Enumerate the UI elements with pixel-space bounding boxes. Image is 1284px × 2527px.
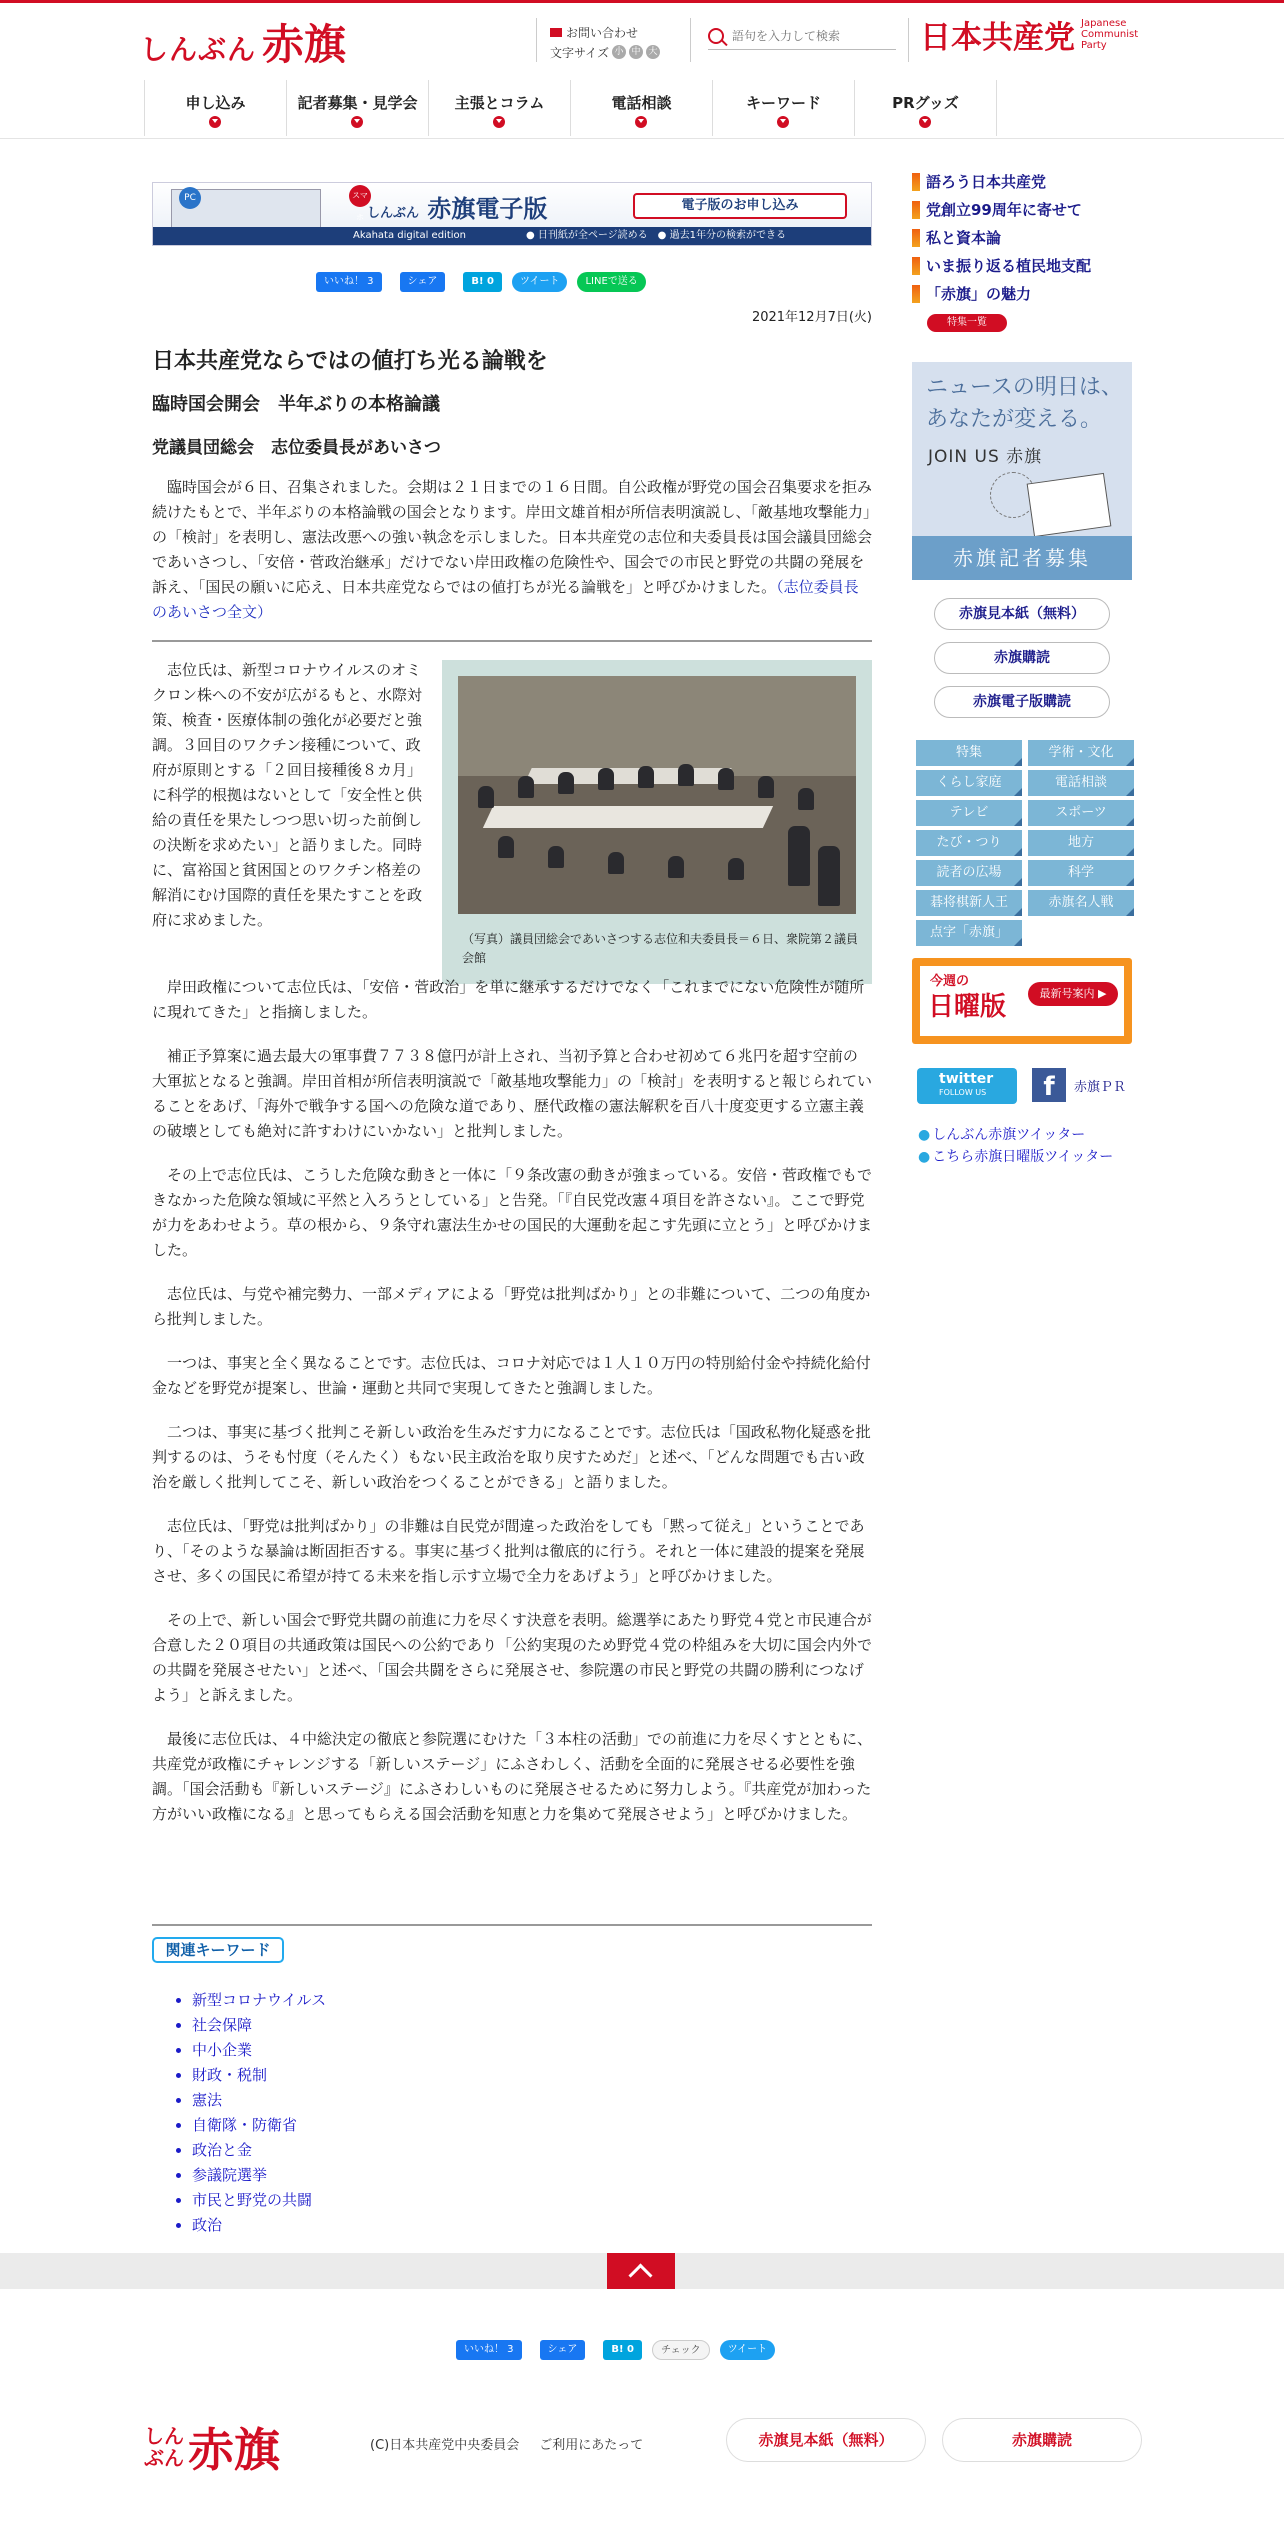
facebook-share-button[interactable]: シェア [540,2340,586,2360]
terms-link[interactable]: ご利用にあたって [539,2438,644,2453]
search-icon[interactable] [708,28,724,44]
banner-apply-button[interactable]: 電子版のお申し込み [633,193,847,219]
related-keywords-label: 関連キーワード [152,1937,284,1963]
newspaper-graphic [1027,473,1112,537]
photo-caption: （写真）議員団総会であいさつする志位和夫委員長＝６日、衆院第２議員会館 [462,932,859,965]
font-size-large-button[interactable]: 大 [646,45,660,59]
category-link[interactable]: 赤旗名人戦 [1028,890,1134,916]
article-paragraph: 志位氏は、与党や補完勢力、一部メディアによる「野党は批判ばかり」との非難について、二つの角度から批判しました。 [152,1285,871,1328]
footer-free-sample-button[interactable]: 赤旗見本紙（無料） [726,2418,926,2462]
chevron-down-icon [493,116,505,128]
sidebar-link[interactable]: いま振り返る植民地支配 [912,252,1091,280]
reporter-recruit-banner[interactable] [912,362,1132,580]
nav-apply[interactable]: 申し込み [145,80,287,136]
back-to-top-button[interactable] [607,2253,675,2289]
article-paragraph: その上で志位氏は、こうした危険な動きと一体に「９条改憲の動きが強まっている。安倍・菅政権でもできなかった危険な領域に平然と入ろうとしている」と告発。「『自民党改憲４項目を許さない』。ここで野党が力をあわせよう。草の根から、９条守れ憲法生かせの国民的大運動を起こす先頭に立とう」と呼びかけました。 [152,1166,873,1259]
category-grid [916,740,1134,946]
mail-icon [550,28,562,37]
facebook-like-button[interactable]: いいね！ 3 [456,2340,522,2360]
hatena-bookmark-button[interactable]: B! 0 [463,272,502,292]
keyword-link[interactable]: • 財政・税制 [192,2063,326,2088]
keyword-link[interactable]: • 憲法 [192,2088,326,2113]
font-size-medium-button[interactable]: 中 [629,45,643,59]
copyright-text: (C)日本共産党中央委員会 [370,2438,520,2453]
facebook-pr-link[interactable]: 赤旗ＰＲ [1074,1080,1127,1095]
article-date: 2021年12月7日(火) [751,310,872,325]
chevron-down-icon [209,116,221,128]
mixi-check-button[interactable]: チェック [652,2340,710,2360]
twitter-link[interactable]: ● しんぶん赤旗ツイッター [918,1124,1113,1146]
article-paragraph: 最後に志位氏は、４中総決定の徹底と参院選にむけた「３本柱の活動」での前進に力を尽くすとともに、共産党が政権にチャレンジする「新しいステージ」にふさわしく、活動を全面的に発展させる必要性を強調。「国会活動も『新しいステージ』にふさわしいものに発展させるために努力しよう。『共産党が加わった方がいい政権になる』と思ってもらえる国会活動を知恵と力を集めて発展させよう」と呼びかけました。 [152,1730,873,1823]
article-body [152,975,872,1846]
nav-recruit[interactable]: 記者募集・見学会 [287,80,429,136]
pc-badge: PC [179,187,201,209]
chevron-down-icon [919,116,931,128]
share-bar-bottom [456,2340,775,2360]
sunday-title: 日曜版 [928,992,1007,1022]
category-link[interactable]: スポーツ [1028,800,1134,826]
facebook-icon[interactable]: f [1032,1068,1066,1102]
tweet-button[interactable]: ツイート [720,2340,776,2360]
search-box [708,22,896,50]
sidebar-link[interactable]: 語ろう日本共産党 [912,168,1091,196]
facebook-like-button[interactable]: いいね！ 3 [316,272,382,292]
sunday-edition-banner[interactable] [912,958,1132,1044]
latest-issue-button[interactable]: 最新号案内 ▶ [1028,982,1118,1006]
sidebar-link[interactable]: 「赤旗」の魅力 [912,280,1091,308]
article-paragraph: 志位氏は、新型コロナウイルスのオミクロン株への不安が広がるもと、水際対策、検査・医療体制の強化が必要だと強調。３回目のワクチン接種について、政府が原則とする「２回目接種後８カ月」に科学的根拠はないとして「安全性と供給の責任を果たしつつ思い切った前倒しの決断を求めたい」と語りました。同時に、富裕国と貧困国とのワクチン格差の解消にむけ国際的責任を果たすことを政府に求めました。 [152,661,423,929]
nav-divider [0,138,1284,139]
article-subtitle-2: 党議員団総会 志位委員長があいさつ [152,438,441,458]
footer-logo[interactable] [144,2414,280,2480]
free-sample-button[interactable]: 赤旗見本紙（無料） [934,598,1110,630]
banner-footer: Akahata digital edition ● 日刊紙が全ページ読める ● 過去1年分の検索ができる [153,227,872,245]
recruit-copy: ニュースの明日は、 あなたが変える。 [926,375,1123,432]
keyword-link[interactable]: • 市民と野党の共闘 [192,2188,326,2213]
tweet-button[interactable]: ツイート [512,272,568,292]
header-divider [690,18,691,62]
share-bar-top [316,272,646,292]
contact-link[interactable]: お問い合わせ [566,25,639,40]
subscribe-button[interactable]: 赤旗購読 [934,642,1110,674]
jcp-logo[interactable] [920,12,1138,57]
keyword-link[interactable]: • 中小企業 [192,2038,326,2063]
category-link[interactable]: テレビ [916,800,1022,826]
sunday-week: 今週の [930,974,970,989]
article-paragraph: 志位氏は、「野党は批判ばかり」の非難は自民党が間違った政治をしても「黙って従え」ということであり、「そのような暴論は断固拒否する。事実に基づく批判は徹底的に行う。それと一体に建設的提案を発展させ、多くの国民に希望が持てる未来を指し示す立場で全力をあげよう」と呼びかけました。 [152,1517,865,1585]
category-link[interactable]: 電話相談 [1028,770,1134,796]
smartphone-badge: スマホ [349,185,371,207]
sidebar-feature-links [912,168,1091,308]
digital-subscribe-button[interactable]: 赤旗電子版購読 [934,686,1110,718]
digital-edition-banner[interactable] [152,182,872,246]
article-paragraph: 一つは、事実と全く異なることです。志位氏は、コロナ対応では１人１０万円の特別給付金や持続化給付金などを野党が提案し、世論・運動と共同で実現してきたと強調しました。 [152,1354,871,1397]
twitter-follow-button[interactable]: twitter FOLLOW US [917,1068,1017,1104]
search-input[interactable] [732,29,882,43]
chevron-down-icon [635,116,647,128]
keyword-link[interactable]: • 政治 [192,2213,326,2238]
footer-logo-small: しんぶん [144,2424,184,2470]
facebook-share-button[interactable]: シェア [400,272,446,292]
twitter-link[interactable]: ● こちら赤旗日曜版ツイッター [918,1146,1113,1168]
category-link[interactable]: 科学 [1028,860,1134,886]
article-title: 日本共産党ならではの値打ち光る論戦を [152,349,548,374]
nav-pr-goods[interactable]: PRグッズ [855,80,997,136]
keyword-link[interactable]: • 新型コロナウイルス [192,1988,326,2013]
sidebar-link[interactable]: 私と資本論 [912,224,1091,252]
lead-divider [152,640,872,642]
category-link[interactable]: 学術・文化 [1028,740,1134,766]
footer-logo-big: 赤旗 [188,2423,280,2477]
chevron-down-icon [351,116,363,128]
category-link[interactable]: くらし家庭 [916,770,1022,796]
header-utilities [550,22,660,62]
keywords-divider [152,1924,872,1926]
top-accent-line [0,0,1284,3]
logo-big: 赤旗 [262,20,347,69]
keyword-link[interactable]: • 社会保障 [192,2013,326,2038]
category-link[interactable]: 碁将棋新人王 [916,890,1022,916]
font-size-label: 文字サイズ [550,45,610,60]
recruit-join: JOIN US 赤旗 [928,447,1043,467]
footer-copyright [370,2434,643,2453]
keyword-list [178,1988,326,2238]
nav-keywords[interactable]: キーワード [713,80,855,136]
font-size-small-button[interactable]: 小 [612,45,626,59]
sidebar-link[interactable]: 党創立99周年に寄せて [912,196,1091,224]
category-link[interactable]: 地方 [1028,830,1134,856]
hatena-bookmark-button[interactable]: B! 0 [603,2340,642,2360]
banner-title: しんぶん 赤旗電子版 [367,195,548,223]
keyword-link[interactable]: • 政治と金 [192,2138,326,2163]
twitter-links [918,1124,1113,1168]
article-subtitle: 臨時国会開会 半年ぶりの本格論議 [152,394,440,415]
keyword-link[interactable]: • 自衛隊・防衛省 [192,2113,326,2138]
main-nav [144,80,997,136]
header-divider [536,18,537,62]
category-link[interactable]: 読者の広場 [916,860,1022,886]
party-name: 日本共産党 [920,20,1075,56]
chevron-down-icon [777,116,789,128]
category-link[interactable]: 特集 [916,740,1022,766]
article-paragraph: 岸田政権について志位氏は、「安倍・菅政治」を単に継承するだけでなく「これまでにない危険性が随所に現れてきた」と指摘しました。 [152,978,865,1021]
article-paragraph: その上で、新しい国会で野党共闘の前進に力を尽くす決意を表明。総選挙にあたり野党４党と市民連合が合意した２０項目の共通政策は国民への公約であり「公約実現のため野党４党の枠組みを大切に国会内外での共闘を発展させたい」と述べ、「国会共闘をさらに発展させ、参院選の市民と野党の共闘の勝利につなげよう」と訴えました。 [152,1611,873,1704]
category-link[interactable]: 点字「赤旗」 [916,920,1022,946]
feature-list-button[interactable]: 特集一覧 [927,314,1007,332]
full-speech-link[interactable]: （志位委員長のあいさつ全文） [152,578,859,621]
category-link[interactable]: たび・つり [916,830,1022,856]
nav-phone-consult[interactable]: 電話相談 [571,80,713,136]
line-share-button[interactable]: LINEで送る [577,272,645,292]
header-divider [908,18,909,62]
article-lead: 臨時国会が６日、召集されました。会期は２１日までの１６日間。自公政権が野党の国会召集要求を拒み続けたもとで、半年ぶりの本格論戦の国会となります。岸田文雄首相が所信表明演説し、「敵基地攻撃能力」の「検討」を表明し、憲法改悪への強い執念を示しました。日本共産党の志位和夫委員長は国会議員団総会であいさつし、「安倍・菅政治継承」だけでない岸田政権の危険性や、国会での市民と野党の共闘の発展を訴え、「国民の願いに応え、日本共産党ならではの値打ちが光る論戦を」と呼びかけました。（志位委員長のあいさつ全文） [152,478,873,621]
article-paragraph: 補正予算案に過去最大の軍事費７７３８億円が計上され、当初予算と合わせ初めて６兆円を超す空前の大軍拡となると強調。岸田首相が所信表明演説で「敵基地攻撃能力」の「検討」を表明すると報じられていることをあげ、「海外で戦争する国への危険な道であり、歴代政権の憲法解釈を百八十度変更する立憲主義の破壊としても絶対に許すわけにいかない」と批判しました。 [152,1047,873,1140]
article-photo [458,676,856,914]
nav-editorials[interactable]: 主張とコラム [429,80,571,136]
party-name-en: Japanese Communist Party [1081,18,1139,51]
logo-small: しんぶん [140,33,257,66]
keyword-link[interactable]: • 参議院選挙 [192,2163,326,2188]
recruit-title: 赤旗記者募集 [912,536,1132,580]
footer-subscribe-button[interactable]: 赤旗購読 [942,2418,1142,2462]
article-paragraph: 二つは、事実に基づく批判こそ新しい政治を生みだす力になることです。志位氏は「国政私物化疑惑を批判するのは、うそも忖度（そんたく）もない民主政治を取り戻すためだ」と述べ、「どんな問題でも古い政治を厳しく批判してこそ、新しい政治をつくることができる」と語りました。 [152,1423,871,1491]
site-logo[interactable] [140,12,346,72]
